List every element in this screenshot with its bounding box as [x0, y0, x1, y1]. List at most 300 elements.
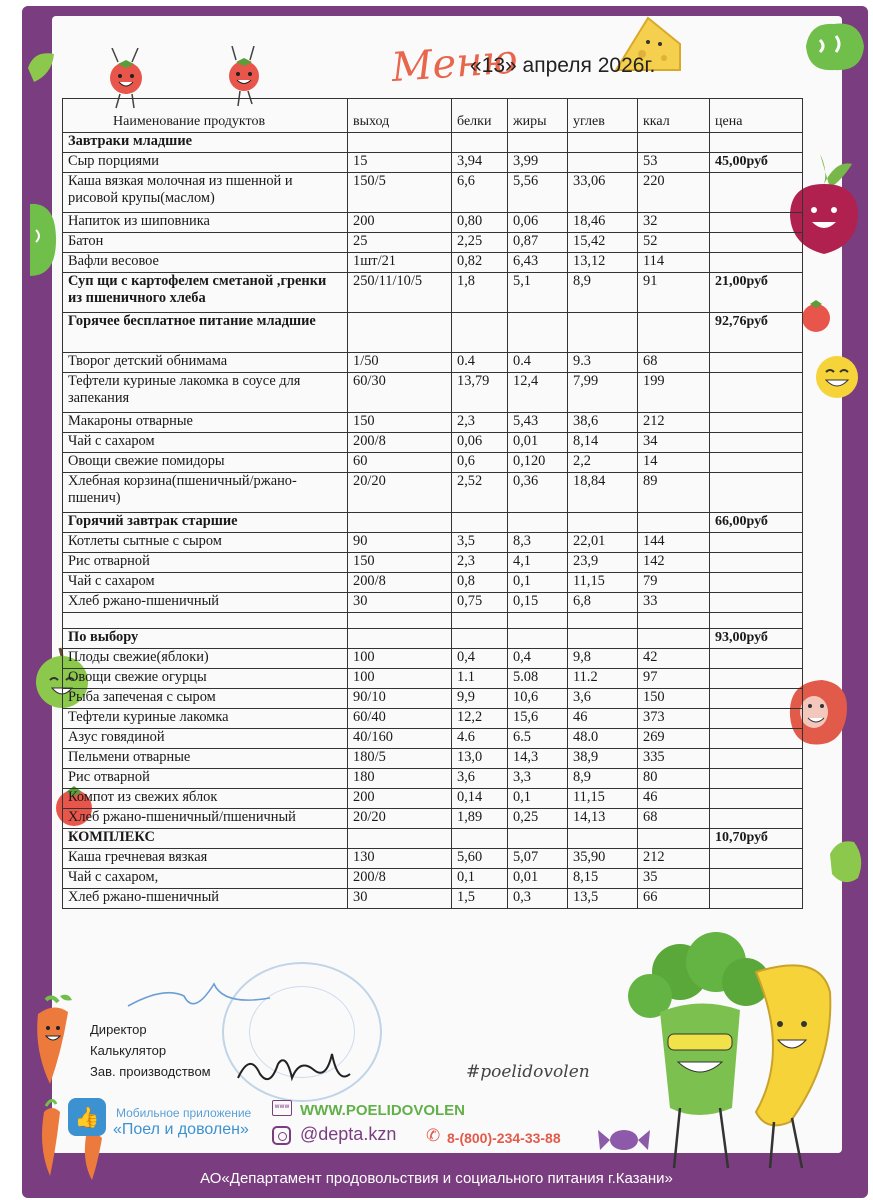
item-kcal: 79 [638, 573, 710, 593]
item-kcal: 42 [638, 649, 710, 669]
item-portion: 150/5 [348, 173, 452, 213]
item-protein: 3,6 [452, 769, 508, 789]
item-name: Рыба запеченая с сыром [63, 689, 348, 709]
item-kcal [638, 613, 710, 629]
item-kcal: 32 [638, 213, 710, 233]
item-protein: 2,3 [452, 413, 508, 433]
www-icon: www [272, 1100, 292, 1116]
table-row [63, 373, 803, 413]
item-price [710, 233, 803, 253]
item-fat: 0,15 [508, 593, 568, 613]
table-row [63, 809, 803, 829]
item-fat: 0,25 [508, 809, 568, 829]
item-name: Хлеб ржано-пшеничный [63, 593, 348, 613]
item-protein: 3,5 [452, 533, 508, 553]
item-carbs: 22,01 [568, 533, 638, 553]
item-carbs: 9,8 [568, 649, 638, 669]
item-carbs [568, 153, 638, 173]
item-protein [452, 829, 508, 849]
table-row [63, 709, 803, 729]
column-header: белки [452, 99, 508, 133]
item-name: Сыр порциями [63, 153, 348, 173]
menu-title: Меню [390, 36, 520, 92]
item-fat: 4,1 [508, 553, 568, 573]
instagram-icon [272, 1126, 291, 1145]
item-fat: 5,56 [508, 173, 568, 213]
item-fat: 0,120 [508, 453, 568, 473]
item-carbs: 23,9 [568, 553, 638, 573]
spacer-row [63, 613, 803, 629]
item-protein: 0.4 [452, 353, 508, 373]
table-header-row [63, 99, 803, 133]
item-fat: 6,43 [508, 253, 568, 273]
item-fat [508, 829, 568, 849]
item-kcal: 80 [638, 769, 710, 789]
item-price [710, 353, 803, 373]
item-name: Напиток из шиповника [63, 213, 348, 233]
table-row [63, 553, 803, 573]
item-protein: 13,79 [452, 373, 508, 413]
column-header: углев [568, 99, 638, 133]
item-protein: 0,75 [452, 593, 508, 613]
item-fat: 5,07 [508, 849, 568, 869]
item-name: Чай с сахаром, [63, 869, 348, 889]
item-carbs: 15,42 [568, 233, 638, 253]
item-protein: 0,14 [452, 789, 508, 809]
item-kcal: 89 [638, 473, 710, 513]
item-portion: 60/40 [348, 709, 452, 729]
item-portion [348, 313, 452, 353]
item-protein: 12,2 [452, 709, 508, 729]
item-portion: 1шт/21 [348, 253, 452, 273]
item-portion: 200/8 [348, 433, 452, 453]
item-protein [452, 513, 508, 533]
table-row [63, 889, 803, 909]
item-carbs: 38,9 [568, 749, 638, 769]
item-name: Каша гречневая вязкая [63, 849, 348, 869]
item-protein: 4.6 [452, 729, 508, 749]
item-name: Тефтели куриные лакомка [63, 709, 348, 729]
table-row [63, 153, 803, 173]
item-kcal: 220 [638, 173, 710, 213]
item-portion [348, 133, 452, 153]
item-price [710, 133, 803, 153]
phone-icon: ✆ [426, 1126, 441, 1146]
item-name: Азус говядиной [63, 729, 348, 749]
section-row [63, 273, 803, 313]
item-portion: 90/10 [348, 689, 452, 709]
item-price [710, 889, 803, 909]
item-portion: 20/20 [348, 473, 452, 513]
item-kcal: 144 [638, 533, 710, 553]
pepper-right [824, 834, 868, 890]
small-tomato-right [798, 296, 834, 336]
item-protein: 0,82 [452, 253, 508, 273]
item-fat: 3,3 [508, 769, 568, 789]
item-name: Батон [63, 233, 348, 253]
item-fat: 12,4 [508, 373, 568, 413]
organization-footer: АО«Департамент продовольствия и социального питания г.Казани» [200, 1170, 673, 1187]
item-fat [508, 513, 568, 533]
item-kcal: 34 [638, 433, 710, 453]
item-fat: 0,87 [508, 233, 568, 253]
item-kcal [638, 629, 710, 649]
table-row [63, 849, 803, 869]
item-carbs: 38,6 [568, 413, 638, 433]
item-name: Каша вязкая молочная из пшенной и рисовой крупы(маслом) [63, 173, 348, 213]
table-row [63, 533, 803, 553]
item-name: Рис отварной [63, 553, 348, 573]
item-price [710, 749, 803, 769]
item-price [710, 173, 803, 213]
item-name: Вафли весовое [63, 253, 348, 273]
item-kcal [638, 513, 710, 533]
item-price [710, 769, 803, 789]
production-head-label: Зав. производством [90, 1064, 211, 1079]
table-row [63, 353, 803, 373]
item-price [710, 433, 803, 453]
item-portion: 200 [348, 213, 452, 233]
lettuce-character [800, 16, 868, 76]
table-row [63, 729, 803, 749]
item-carbs: 13,5 [568, 889, 638, 909]
item-portion: 100 [348, 649, 452, 669]
item-carbs: 8,9 [568, 273, 638, 313]
item-fat [508, 313, 568, 353]
item-kcal: 212 [638, 849, 710, 869]
item-protein: 6,6 [452, 173, 508, 213]
item-fat: 0,06 [508, 213, 568, 233]
instagram-handle[interactable]: @depta.kzn [300, 1124, 397, 1144]
item-protein: 0,6 [452, 453, 508, 473]
item-protein: 3,94 [452, 153, 508, 173]
item-price: 45,00руб [710, 153, 803, 173]
item-protein: 1,5 [452, 889, 508, 909]
item-kcal: 335 [638, 749, 710, 769]
table-row [63, 453, 803, 473]
item-fat [508, 629, 568, 649]
item-portion: 60/30 [348, 373, 452, 413]
item-carbs: 11.2 [568, 669, 638, 689]
item-name: Горячее бесплатное питание младшие [63, 313, 348, 353]
item-carbs: 3,6 [568, 689, 638, 709]
item-price [710, 213, 803, 233]
table-row [63, 593, 803, 613]
item-protein: 1.1 [452, 669, 508, 689]
item-fat: 3,99 [508, 153, 568, 173]
item-price: 92,76руб [710, 313, 803, 353]
calculator-label: Калькулятор [90, 1043, 167, 1058]
item-name: Хлебная корзина(пшеничный/ржано-пшенич) [63, 473, 348, 513]
table-row [63, 649, 803, 669]
item-fat: 0,01 [508, 433, 568, 453]
item-kcal: 33 [638, 593, 710, 613]
item-carbs [568, 313, 638, 353]
item-carbs: 11,15 [568, 573, 638, 593]
hashtag: #poelidovolen [466, 1062, 590, 1082]
table-row [63, 233, 803, 253]
item-kcal: 14 [638, 453, 710, 473]
item-name: Тефтели куриные лакомка в соусе для запекания [63, 373, 348, 413]
item-price [710, 613, 803, 629]
item-protein [452, 133, 508, 153]
item-kcal: 150 [638, 689, 710, 709]
section-row [63, 513, 803, 533]
item-protein: 0,1 [452, 869, 508, 889]
item-name: Суп щи с картофелем сметаной ,гренки из пшеничного хлеба [63, 273, 348, 313]
director-signature [124, 976, 274, 1028]
column-header: жиры [508, 99, 568, 133]
item-carbs: 13,12 [568, 253, 638, 273]
item-fat: 14,3 [508, 749, 568, 769]
item-portion: 180 [348, 769, 452, 789]
item-name: Чай с сахаром [63, 433, 348, 453]
item-portion: 130 [348, 849, 452, 869]
item-portion: 60 [348, 453, 452, 473]
item-portion: 30 [348, 593, 452, 613]
table-row [63, 573, 803, 593]
item-carbs: 18,84 [568, 473, 638, 513]
item-portion: 150 [348, 553, 452, 573]
item-kcal: 46 [638, 789, 710, 809]
item-kcal: 212 [638, 413, 710, 433]
item-portion: 100 [348, 669, 452, 689]
item-price [710, 649, 803, 669]
item-portion: 1/50 [348, 353, 452, 373]
item-fat: 8,3 [508, 533, 568, 553]
item-price [710, 809, 803, 829]
item-price [710, 789, 803, 809]
item-name: Компот из свежих яблок [63, 789, 348, 809]
section-row [63, 313, 803, 353]
item-portion [348, 513, 452, 533]
item-carbs: 14,13 [568, 809, 638, 829]
table-row [63, 869, 803, 889]
table-row [63, 413, 803, 433]
table-row [63, 433, 803, 453]
item-kcal: 199 [638, 373, 710, 413]
table-row [63, 213, 803, 233]
table-row [63, 789, 803, 809]
app-caption: Мобильное приложение [116, 1106, 252, 1120]
item-kcal: 269 [638, 729, 710, 749]
item-portion: 40/160 [348, 729, 452, 749]
cucumber-character-left [22, 200, 62, 280]
item-carbs: 7,99 [568, 373, 638, 413]
item-protein: 0,8 [452, 573, 508, 593]
item-carbs: 46 [568, 709, 638, 729]
item-kcal: 66 [638, 889, 710, 909]
item-carbs [568, 629, 638, 649]
item-price [710, 573, 803, 593]
item-carbs: 8,15 [568, 869, 638, 889]
item-carbs [568, 613, 638, 629]
item-protein: 2,25 [452, 233, 508, 253]
item-carbs: 9.3 [568, 353, 638, 373]
item-carbs [568, 829, 638, 849]
item-protein: 0,80 [452, 213, 508, 233]
section-row [63, 133, 803, 153]
item-portion: 15 [348, 153, 452, 173]
column-header: выход [348, 99, 452, 133]
item-carbs: 8,14 [568, 433, 638, 453]
item-carbs: 2,2 [568, 453, 638, 473]
item-price [710, 709, 803, 729]
item-fat: 0,1 [508, 789, 568, 809]
broccoli-banana-characters [620, 932, 850, 1172]
item-name: Макароны отварные [63, 413, 348, 433]
table-row [63, 473, 803, 513]
app-name: «Поел и доволен» [113, 1121, 249, 1138]
item-protein: 2,3 [452, 553, 508, 573]
item-kcal: 52 [638, 233, 710, 253]
like-icon: 👍 [68, 1098, 106, 1136]
item-protein: 2,52 [452, 473, 508, 513]
item-portion: 30 [348, 889, 452, 909]
item-name: По выбору [63, 629, 348, 649]
item-price: 10,70руб [710, 829, 803, 849]
item-portion [348, 613, 452, 629]
item-price [710, 593, 803, 613]
item-name: Овощи свежие огурцы [63, 669, 348, 689]
item-kcal [638, 829, 710, 849]
item-kcal: 97 [638, 669, 710, 689]
item-portion [348, 829, 452, 849]
menu-date: «13» апреля 2026г. [470, 54, 656, 77]
menu-table [62, 98, 803, 909]
item-fat: 5,1 [508, 273, 568, 313]
item-carbs: 48.0 [568, 729, 638, 749]
item-fat: 0,36 [508, 473, 568, 513]
director-label: Директор [90, 1022, 147, 1037]
table-row [63, 173, 803, 213]
item-price [710, 473, 803, 513]
item-name: КОМПЛЕКС [63, 829, 348, 849]
item-price: 66,00руб [710, 513, 803, 533]
table-row [63, 253, 803, 273]
item-price [710, 253, 803, 273]
item-kcal: 373 [638, 709, 710, 729]
item-fat: 0,1 [508, 573, 568, 593]
table-row [63, 689, 803, 709]
phone-number[interactable]: 8-(800)-234-33-88 [447, 1130, 561, 1146]
column-header: Наименование продуктов [63, 99, 348, 133]
item-kcal: 91 [638, 273, 710, 313]
item-carbs: 11,15 [568, 789, 638, 809]
item-name: Горячий завтрак старшие [63, 513, 348, 533]
item-name: Чай с сахаром [63, 573, 348, 593]
item-carbs: 35,90 [568, 849, 638, 869]
table-row [63, 749, 803, 769]
item-protein: 1,89 [452, 809, 508, 829]
item-price: 93,00руб [710, 629, 803, 649]
item-portion: 20/20 [348, 809, 452, 829]
item-fat: 15,6 [508, 709, 568, 729]
item-carbs: 6,8 [568, 593, 638, 613]
column-header: цена [710, 99, 803, 133]
item-protein: 9,9 [452, 689, 508, 709]
item-portion: 25 [348, 233, 452, 253]
item-name: Пельмени отварные [63, 749, 348, 769]
production-signature [234, 1044, 354, 1092]
item-fat: 5,43 [508, 413, 568, 433]
item-name: Плоды свежие(яблоки) [63, 649, 348, 669]
item-kcal: 68 [638, 353, 710, 373]
item-protein: 0,06 [452, 433, 508, 453]
item-price [710, 849, 803, 869]
item-price [710, 373, 803, 413]
item-price [710, 869, 803, 889]
item-kcal: 142 [638, 553, 710, 573]
item-name: Котлеты сытные с сыром [63, 533, 348, 553]
item-fat [508, 133, 568, 153]
section-row [63, 829, 803, 849]
pepper-left-leaf [24, 48, 58, 88]
website-link[interactable]: WWW.POELIDOVOLEN [300, 1102, 465, 1119]
item-portion: 150 [348, 413, 452, 433]
item-price [710, 689, 803, 709]
item-portion: 250/11/10/5 [348, 273, 452, 313]
item-protein [452, 613, 508, 629]
item-name [63, 613, 348, 629]
column-header: ккал [638, 99, 710, 133]
item-name: Творог детский обнимама [63, 353, 348, 373]
item-kcal [638, 313, 710, 353]
table-row [63, 669, 803, 689]
item-protein: 1,8 [452, 273, 508, 313]
item-name: Завтраки младшие [63, 133, 348, 153]
item-price [710, 669, 803, 689]
item-kcal: 35 [638, 869, 710, 889]
item-protein [452, 313, 508, 353]
smiley-character [814, 354, 860, 400]
item-carbs [568, 133, 638, 153]
item-protein: 5,60 [452, 849, 508, 869]
carrot-character-left [24, 990, 84, 1090]
item-price [710, 453, 803, 473]
item-carbs: 18,46 [568, 213, 638, 233]
item-portion: 200/8 [348, 869, 452, 889]
section-row [63, 629, 803, 649]
item-portion [348, 629, 452, 649]
item-fat: 0,3 [508, 889, 568, 909]
item-name: Овощи свежие помидоры [63, 453, 348, 473]
item-fat: 6.5 [508, 729, 568, 749]
item-price [710, 553, 803, 573]
item-fat [508, 613, 568, 629]
item-fat: 0,4 [508, 649, 568, 669]
item-kcal [638, 133, 710, 153]
item-carbs: 33,06 [568, 173, 638, 213]
item-name: Хлеб ржано-пшеничный [63, 889, 348, 909]
item-carbs: 8,9 [568, 769, 638, 789]
item-name: Рис отварной [63, 769, 348, 789]
item-portion: 200 [348, 789, 452, 809]
table-row [63, 769, 803, 789]
item-price [710, 729, 803, 749]
item-price [710, 413, 803, 433]
item-price [710, 533, 803, 553]
item-fat: 0.4 [508, 353, 568, 373]
item-portion: 90 [348, 533, 452, 553]
item-protein [452, 629, 508, 649]
item-fat: 5.08 [508, 669, 568, 689]
candy-icon [596, 1120, 652, 1160]
item-kcal: 53 [638, 153, 710, 173]
item-name: Хлеб ржано-пшеничный/пшеничный [63, 809, 348, 829]
item-portion: 180/5 [348, 749, 452, 769]
item-price: 21,00руб [710, 273, 803, 313]
